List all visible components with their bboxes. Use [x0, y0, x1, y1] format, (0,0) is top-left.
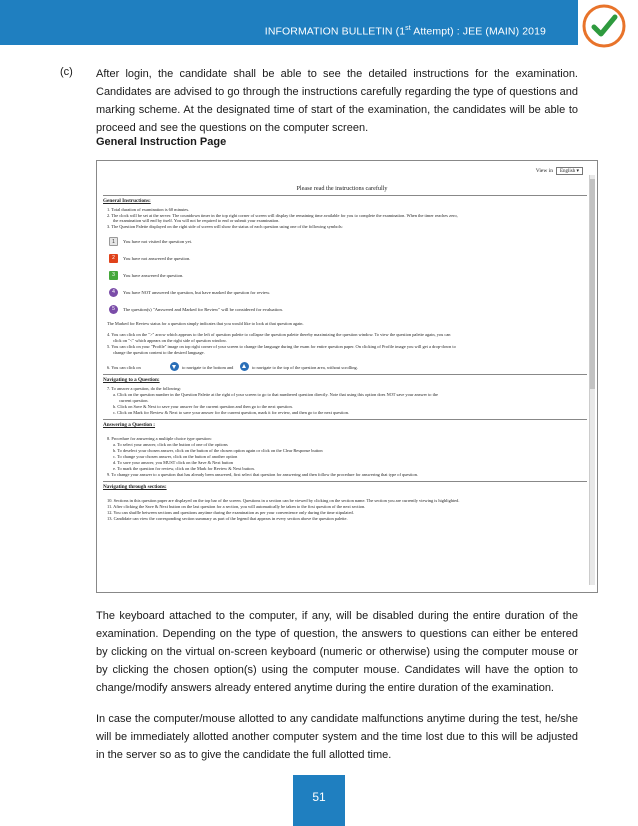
- instruction-line: a. To select your answer, click on the button of one of the options: [113, 442, 228, 447]
- instruction-line: b. Click on Save & Next to save your answer for the current question and then go to the next question.: [113, 404, 293, 409]
- legend-not-answered: 2 You have not answered the question.: [109, 254, 579, 264]
- not-visited-icon: 1: [109, 237, 118, 246]
- header-bar: [0, 0, 578, 45]
- instruction-line: 7. To answer a question, do the following:: [107, 386, 181, 391]
- divider: [103, 481, 587, 482]
- scrollbar: [589, 175, 595, 585]
- divider: [103, 374, 587, 375]
- marked-review-icon: 4: [109, 288, 118, 297]
- bulletin-title: INFORMATION BULLETIN (1st Attempt) : JEE (MAIN) 2019: [264, 25, 546, 38]
- instruction-line: c. Click on Mark for Review & Next to save your answer for the current question, mark it for review, and then go to the next question.: [113, 410, 350, 415]
- divider: [103, 195, 587, 196]
- instruction-line: c. To change your chosen answer, click on the button of another option: [113, 454, 238, 459]
- not-answered-icon: 2: [109, 254, 118, 263]
- instruction-line: 8. Procedure for answering a multiple choice type question:: [107, 436, 212, 441]
- legend-answered: 3 You have answered the question.: [109, 271, 579, 281]
- instruction-line: to navigate to the top of the question area, without scrolling.: [252, 365, 358, 370]
- instruction-line: click on "<" which appears on the right side of question window.: [113, 338, 227, 343]
- answered-icon: 3: [109, 271, 118, 280]
- instruction-line: 11. After clicking the Save & Next button on the last question for a section, you will automatically be taken to the first question of the next section.: [107, 504, 366, 509]
- navigating-question-heading: Navigating to a Question:: [103, 377, 160, 383]
- instruction-line: 12. You can shuffle between sections and questions anytime during the examination as per your convenience only during the time stipulated.: [107, 510, 354, 515]
- instruction-line: 4. You can click on the ">" arrow which appears to the left of question palette to collapse the question palette thereby maximizing the question window. To view the question palette again, you can: [107, 332, 451, 337]
- page-number: 51: [312, 790, 326, 804]
- instruction-line: 6. You can click on: [107, 365, 141, 370]
- scroll-down-arrow-icon: [170, 362, 179, 371]
- instruction-line: 5. You can click on your "Profile" image on top right corner of your screen to change the language during the exam for entire question paper. On clicking of Profile image you will get a drop-down to: [107, 344, 456, 349]
- instruction-line: b. To deselect your chosen answer, click on the button of the chosen option again or click on the Clear Response button: [113, 448, 323, 453]
- instruction-line: 1. Total duration of examination is 60 minutes.: [107, 207, 190, 212]
- divider: [103, 419, 587, 420]
- keyboard-paragraph: The keyboard attached to the computer, if any, will be disabled during the entire duration of the examination. Depending on the type of question, the answers to questions can either be entered by clicking on the virtual on-screen keyboard (numeric or otherwise) using the computer mouse or by clicking the chosen option(s) using the computer mouse. Candidates will have the option to change/modify answers already entered anytime during the entire duration of the examination.: [96, 610, 578, 694]
- instruction-line: The Marked for Review status for a question simply indicates that you would like to look at that question again.: [107, 321, 304, 326]
- scroll-up-arrow-icon: [240, 362, 249, 371]
- item-label: (c): [60, 66, 73, 78]
- navigating-sections-heading: Navigating through sections:: [103, 484, 167, 490]
- instruction-line: to navigate to the bottom and: [182, 365, 234, 370]
- legend-marked-review: 4 You have NOT answered the question, but have marked the question for review.: [109, 288, 579, 298]
- instruction-line: e. To mark the question for review, click on the Mark for Review & Next button.: [113, 466, 255, 471]
- login-paragraph: After login, the candidate shall be able to see the detailed instructions for the examination. Candidates are advised to go through the instructions carefully regarding the type of questions and marking scheme. At the designated time of start of the examination, the candidates will be able to proceed and see the questions on the computer screen.: [96, 68, 578, 134]
- footer-bar: [293, 775, 345, 826]
- legend-not-visited: 1 You have not visited the question yet.: [109, 237, 579, 247]
- legend-answered-marked: 5 The question(s) "Answered and Marked for Review" will be considered for evaluation.: [109, 305, 579, 315]
- answered-marked-icon: 5: [109, 305, 118, 314]
- instruction-line: 9. To change your answer to a question that has already been answered, first select that question for answering and then follow the procedure for answering that type of question.: [107, 472, 419, 477]
- instruction-line: 10. Sections in this question paper are displayed on the top bar of the screen. Questions in a section can be viewed by clicking on the section name. The section you are currently viewing is highlighted.: [107, 498, 460, 503]
- instruction-line: the examination will end by itself. You will not be required to end or submit your examination.: [113, 218, 280, 223]
- answering-question-heading: Answering a Question :: [103, 422, 156, 428]
- instruction-line: current question.: [119, 398, 149, 403]
- instruction-line: a. Click on the question number in the Question Palette at the right of your screen to go to that numbered question directly. Note that using this option does NOT save your answer to the: [113, 392, 438, 397]
- scrollbar-thumb: [590, 179, 595, 389]
- instruction-line: 13. Candidate can view the corresponding section summary as part of the legend that appears in every section above the question palette.: [107, 516, 348, 521]
- nta-checkmark-logo-icon: [580, 2, 628, 50]
- instruction-line: 2. The clock will be set at the server. The countdown timer in the top right corner of screen will display the remaining time available for you to complete the examination. When the timer reaches zero,: [107, 213, 458, 218]
- instruction-line: change the question content to the desired language.: [113, 350, 205, 355]
- section-heading: General Instruction Page: [96, 136, 227, 148]
- language-dropdown: English ▾: [556, 167, 583, 175]
- instructions-prompt: Please read the instructions carefully: [296, 185, 388, 192]
- instruction-line: d. To save your answer, you MUST click on the Save & Next button: [113, 460, 233, 465]
- malfunction-paragraph: In case the computer/mouse allotted to any candidate malfunctions anytime during the test, he/she will be immediately allotted another computer system and the time lost due to this will be adjusted in the server so as to give the candidate the full allotted time.: [96, 713, 578, 761]
- general-instructions-heading: General Instructions:: [103, 198, 151, 204]
- instruction-line: 3. The Question Palette displayed on the right side of screen will show the status of each question using one of the following symbols:: [107, 224, 343, 229]
- instruction-page-screenshot: [96, 160, 598, 593]
- language-selector: View in English ▾: [536, 167, 583, 175]
